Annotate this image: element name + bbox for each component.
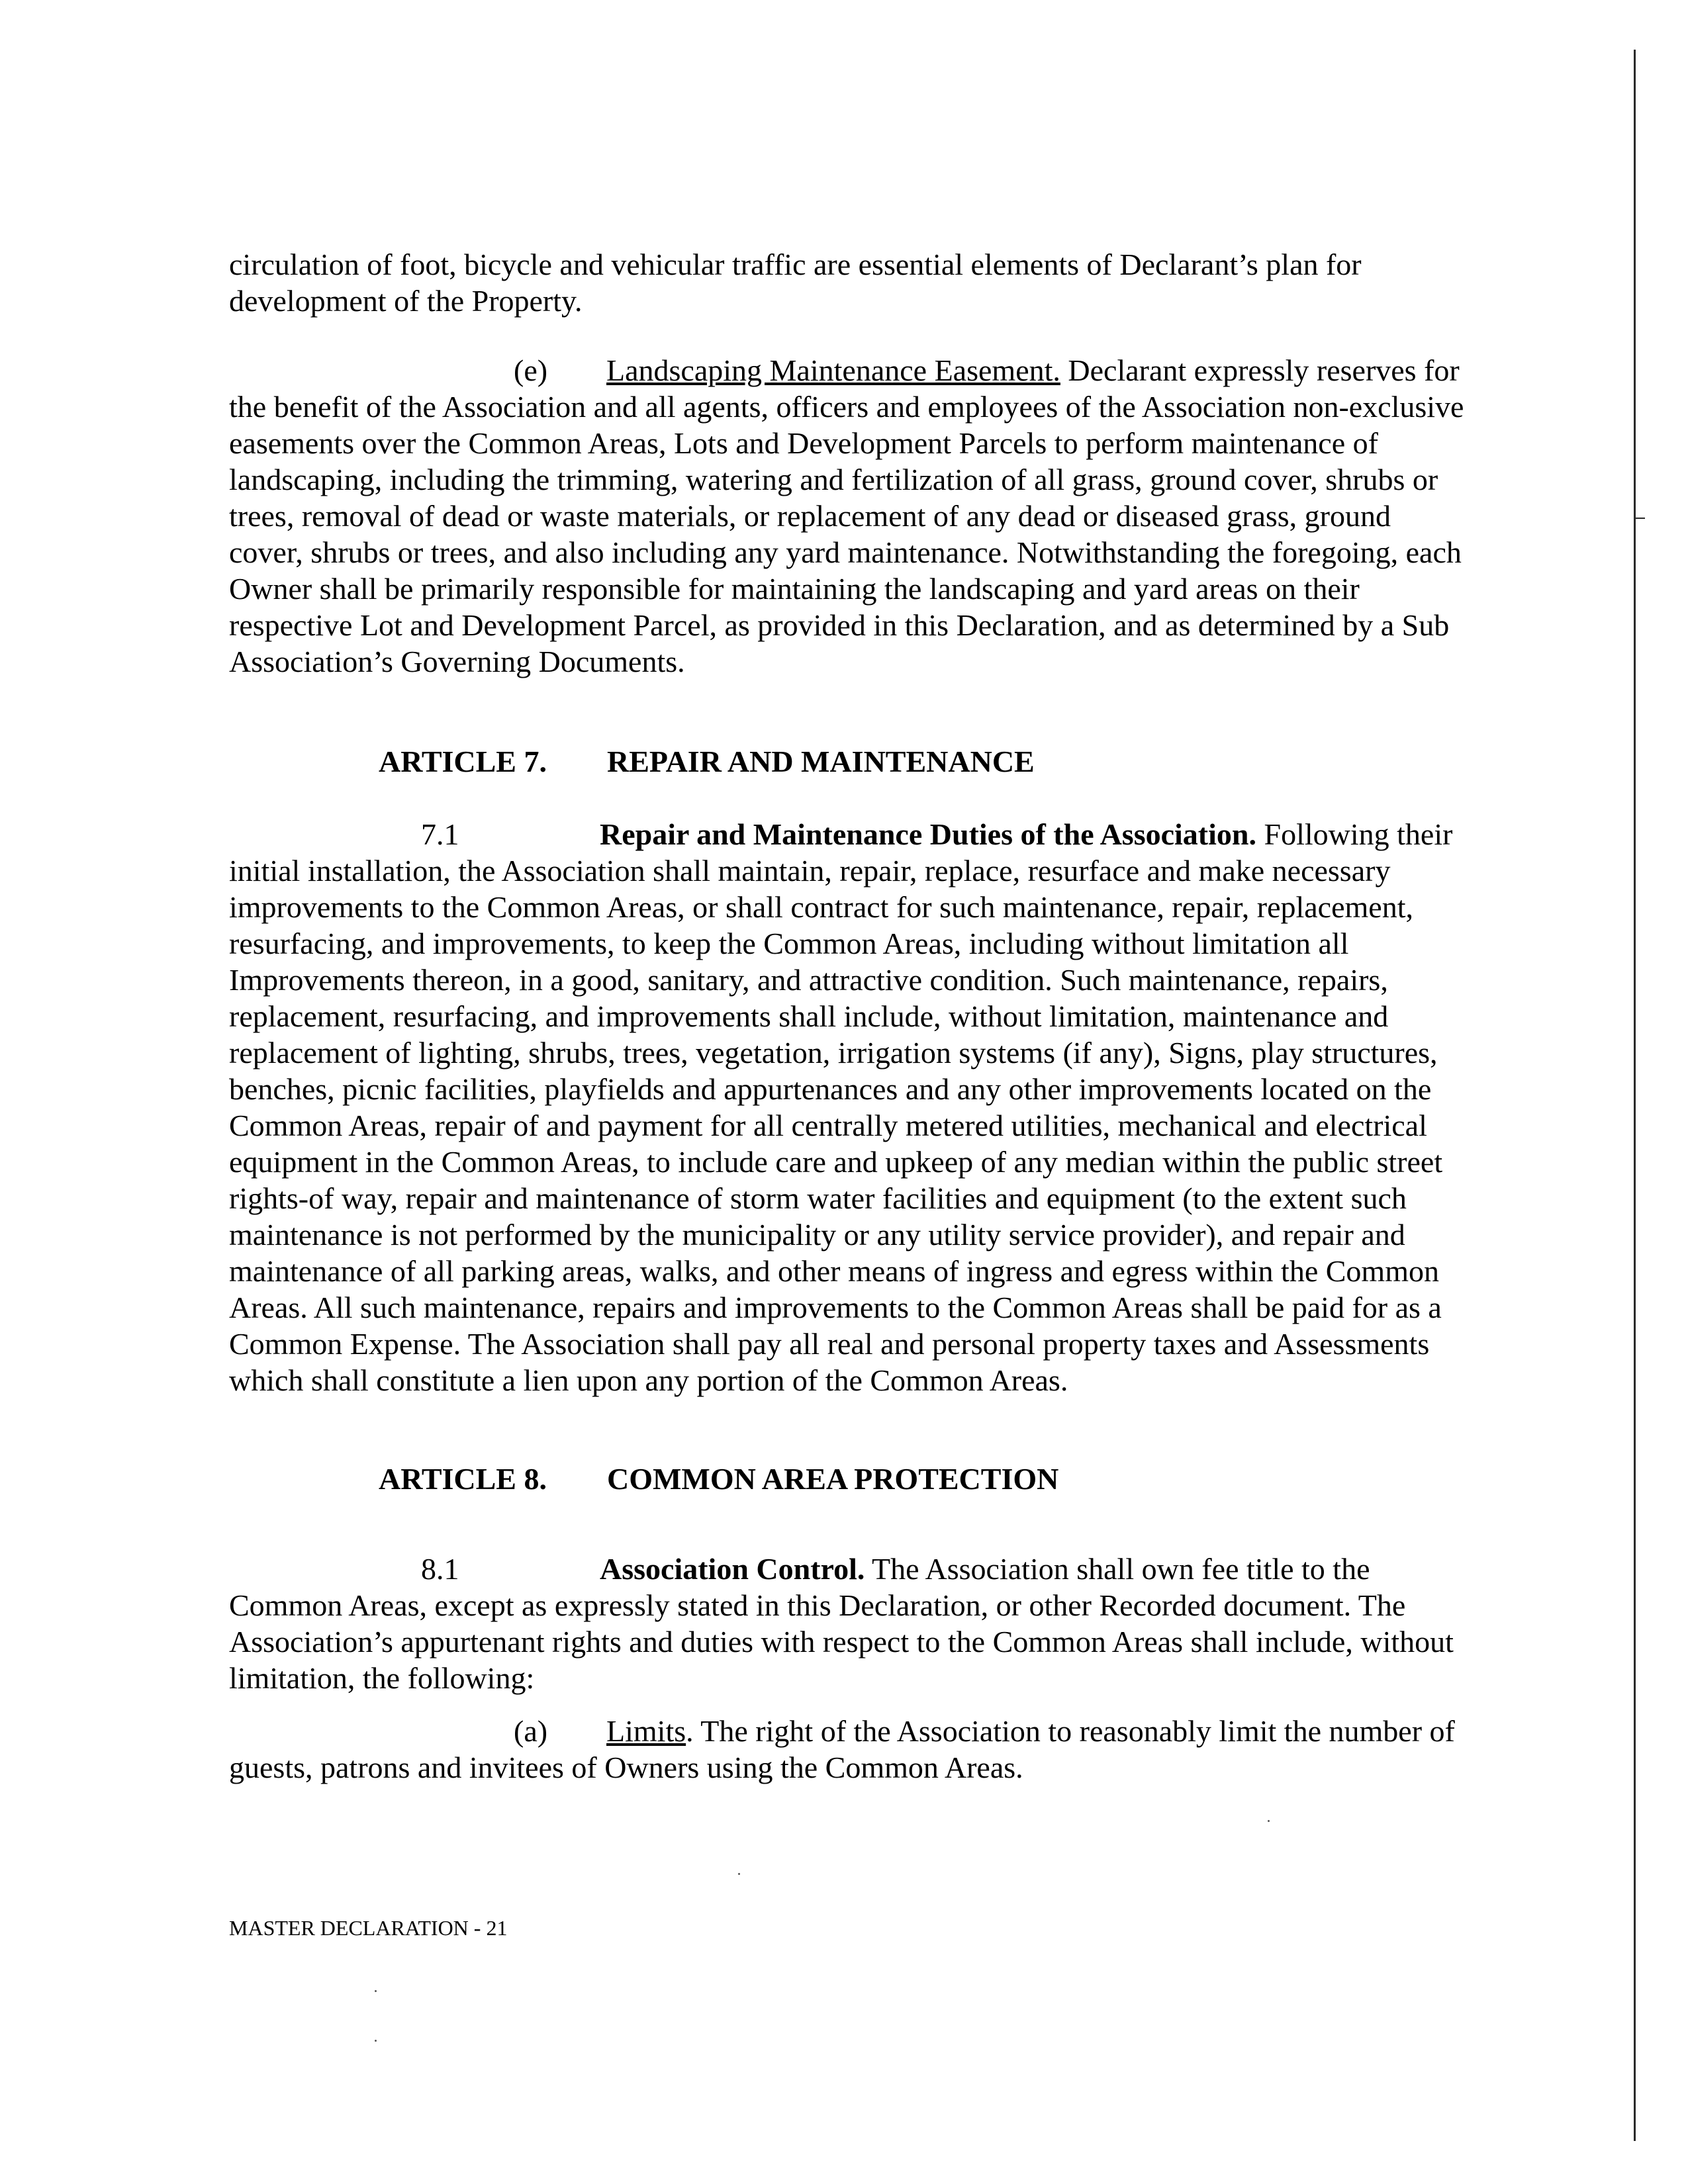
scan-edge-tick [1636, 518, 1645, 519]
paragraph-limits [229, 1713, 1467, 1786]
article-7-title: REPAIR AND MAINTENANCE [607, 745, 1035, 778]
paragraph-continuation: circulation of foot, bicycle and vehicular traffic are essential elements of Declarant’s plan for development of the Property. [229, 248, 1362, 318]
subsection-label-e: (e) [514, 353, 548, 387]
article-7-label: ARTICLE 7. [379, 745, 547, 778]
scan-edge-line [1634, 50, 1636, 2141]
section-8-1-heading: Association Control. [600, 1552, 865, 1586]
section-7-1-number: 7.1 [421, 817, 459, 851]
section-8-1 [229, 1551, 1467, 1696]
article-8-heading [379, 1461, 1058, 1497]
scan-speck [375, 2040, 377, 2042]
article-8-title: COMMON AREA PROTECTION [607, 1462, 1059, 1496]
subsection-body-landscaping: Declarant expressly reserves for the benefit of the Association and all agents, officers and employees of the Association non-exclusive easements over the Common Areas, Lots and Development Parcels to perform maintenance of landscaping, including the trimming, watering and fertilization of all grass, ground cover, shrubs or trees, removal of dead or waste materials, or replacement of any dead or diseased grass, ground cover, shrubs or trees, and also including any yard maintenance. Notwithstanding the foregoing, each Owner shall be primarily responsible for maintaining the landscaping and yard areas on their respective Lot and Development Parcel, as provided in this Declaration, and as determined by a Sub Association’s Governing Documents. [229, 353, 1464, 678]
page-footer: MASTER DECLARATION - 21 [229, 1916, 508, 1940]
section-7-1-heading: Repair and Maintenance Duties of the Association. [600, 817, 1256, 851]
article-7-heading [379, 743, 1035, 780]
scan-speck [738, 1873, 740, 1875]
scan-speck [375, 1990, 377, 1992]
subsection-label-a: (a) [514, 1714, 548, 1748]
subsection-heading-limits: Limits [606, 1714, 686, 1748]
subsection-heading-landscaping: Landscaping Maintenance Easement. [606, 353, 1060, 387]
subsection-body-limits: . The right of the Association to reasonably limit the number of guests, patrons and invitees of Owners using the Common Areas. [229, 1714, 1455, 1784]
scan-speck [1268, 1820, 1270, 1822]
section-8-1-body: The Association shall own fee title to the Common Areas, except as expressly stated in this Declaration, or other Recorded document. The Association’s appurtenant rights and duties with respect to the Common Areas shall include, without limitation, the following: [229, 1552, 1454, 1695]
section-7-1 [229, 816, 1467, 1398]
section-7-1-body: Following their initial installation, the Association shall maintain, repair, replace, resurface and make necessary improvements to the Common Areas, or shall contract for such maintenance, repair, replacement, resurfacing, and improvements, to keep the Common Areas, including without limitation all Improvements thereon, in a good, sanitary, and attractive condition. Such maintenance, repairs, replacement, resurfacing, and improvements shall include, without limitation, maintenance and replacement of lighting, shrubs, trees, vegetation, irrigation systems (if any), Signs, play structures, benches, picnic facilities, playfields and appurtenances and any other improvements located on the Common Areas, repair of and payment for all centrally metered utilities, mechanical and electrical equipment in the Common Areas, to include care and upkeep of any median within the public street rights-of way, repair and maintenance of storm water facilities and equipment (to the extent such maintenance is not performed by the municipality or any utility service provider), and repair and maintenance of all parking areas, walks, and other means of ingress and egress within the Common Areas. All such maintenance, repairs and improvements to the Common Areas shall be paid for as a Common Expense. The Association shall pay all real and personal property taxes and Assessments which shall constitute a lien upon any portion of the Common Areas. [229, 817, 1453, 1397]
section-8-1-number: 8.1 [421, 1552, 459, 1586]
paragraph-landscaping-easement [229, 352, 1467, 680]
article-8-label: ARTICLE 8. [379, 1462, 547, 1496]
